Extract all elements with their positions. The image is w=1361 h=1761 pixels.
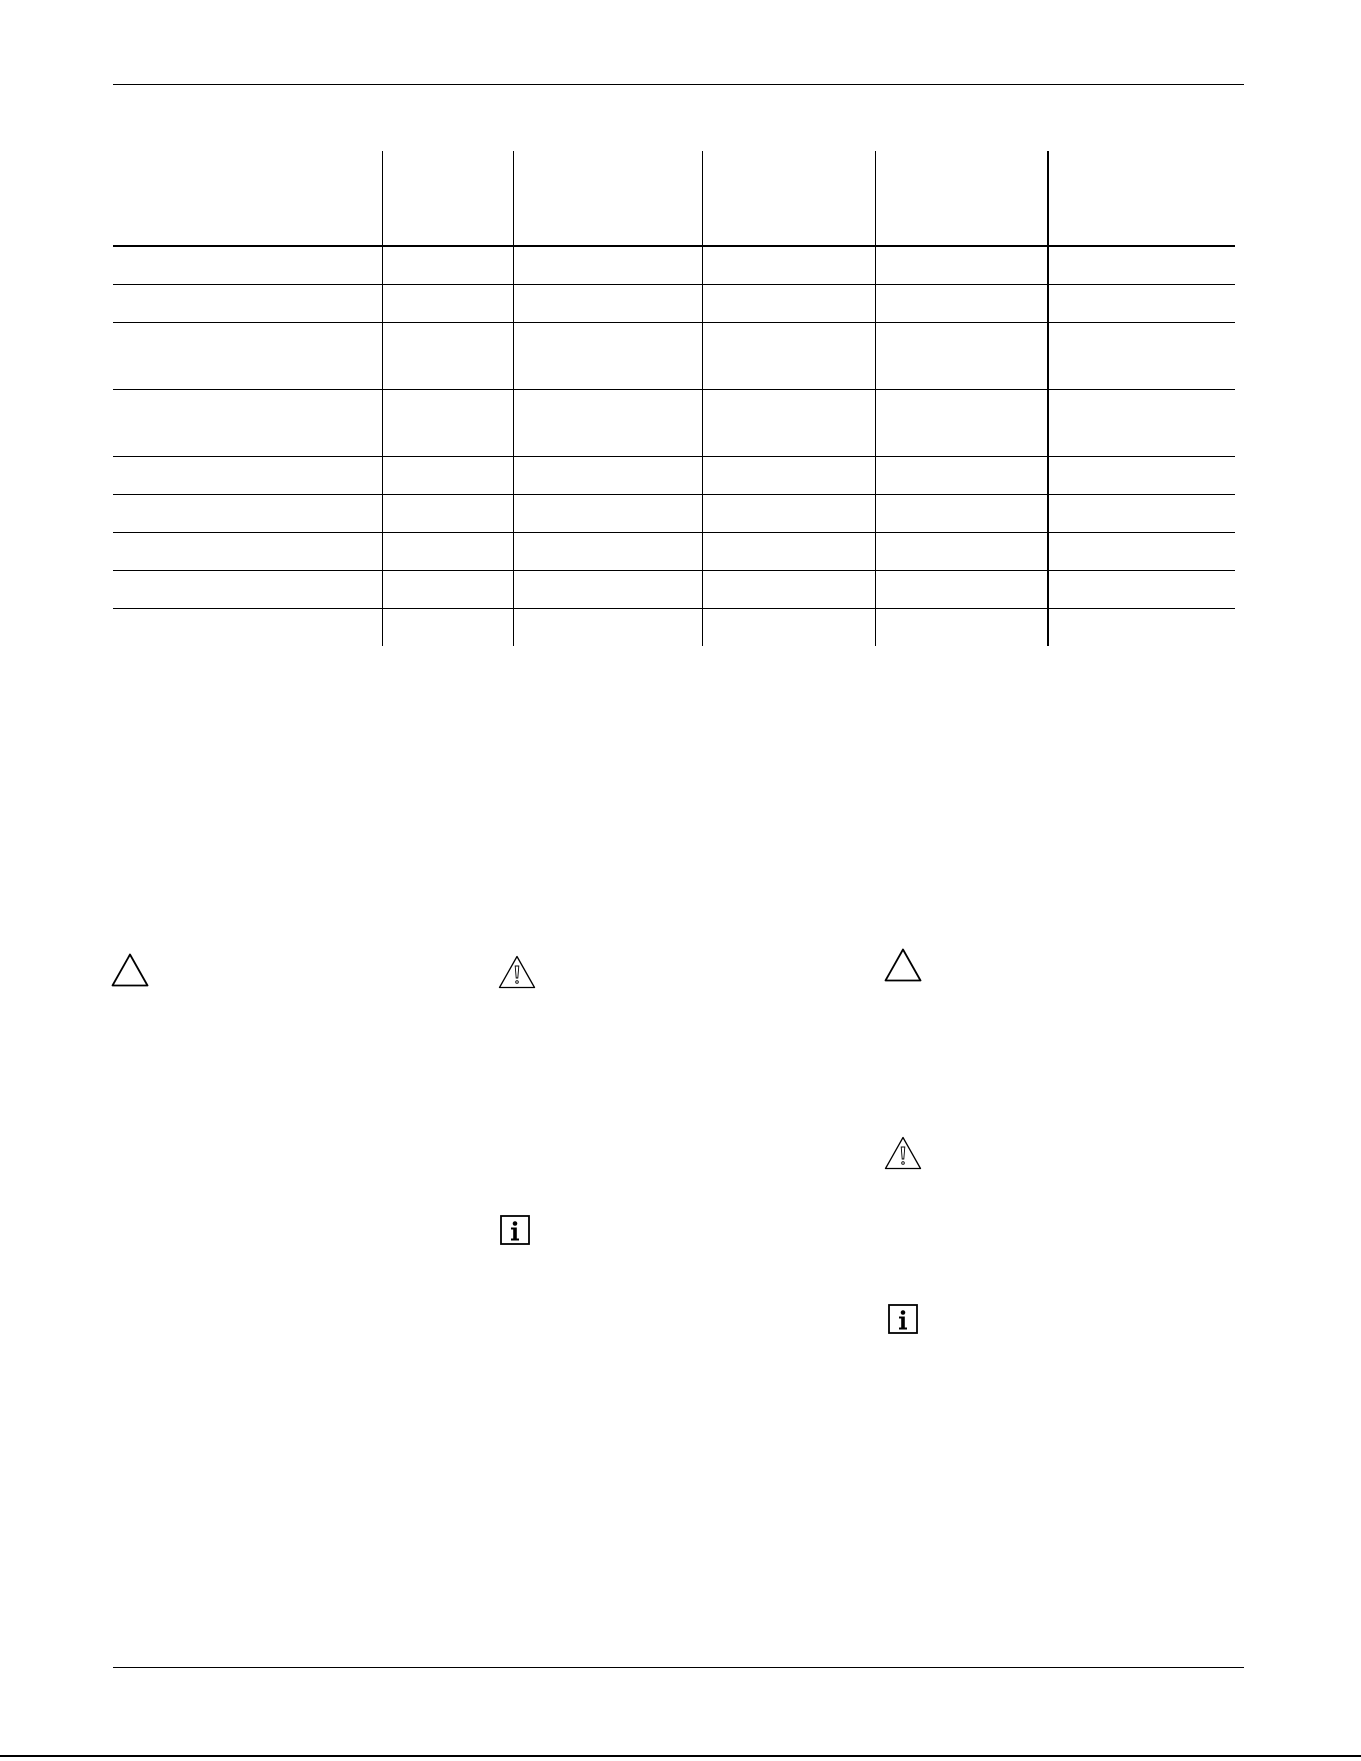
table-cell xyxy=(875,246,1048,285)
info-icon xyxy=(888,1304,918,1334)
table-cell xyxy=(1048,323,1235,390)
table-cell xyxy=(113,609,382,647)
table-cell xyxy=(875,533,1048,571)
table-cell xyxy=(702,323,875,390)
page-bottom-rule xyxy=(0,1755,1361,1757)
table-row xyxy=(113,609,1235,647)
column-header xyxy=(702,151,875,246)
table-cell xyxy=(513,571,702,609)
table-cell xyxy=(513,457,702,495)
table-cell xyxy=(513,285,702,323)
table-cell xyxy=(1048,457,1235,495)
footer-rule xyxy=(113,1667,1244,1668)
table-cell xyxy=(875,323,1048,390)
table-cell xyxy=(113,495,382,533)
table-cell xyxy=(702,285,875,323)
table-row xyxy=(113,457,1235,495)
table-cell xyxy=(875,457,1048,495)
table-cell xyxy=(702,390,875,457)
info-icon xyxy=(500,1215,530,1245)
table-cell xyxy=(702,495,875,533)
table-row xyxy=(113,571,1235,609)
column-header xyxy=(1048,151,1235,246)
warning-triangle-icon xyxy=(498,955,536,989)
table-row xyxy=(113,390,1235,457)
table-cell xyxy=(113,457,382,495)
table-cell xyxy=(875,390,1048,457)
column-header xyxy=(113,151,382,246)
table-cell xyxy=(702,533,875,571)
table-cell xyxy=(382,457,513,495)
table-cell xyxy=(1048,609,1235,647)
table-cell xyxy=(382,390,513,457)
table-cell xyxy=(702,609,875,647)
table-cell xyxy=(513,323,702,390)
table-header-row xyxy=(113,151,1235,246)
table-cell xyxy=(382,285,513,323)
table-cell xyxy=(382,323,513,390)
table-cell xyxy=(382,609,513,647)
table-row xyxy=(113,285,1235,323)
table-cell xyxy=(382,246,513,285)
table-cell xyxy=(513,533,702,571)
table-cell xyxy=(702,246,875,285)
table-cell xyxy=(113,571,382,609)
caution-triangle-icon xyxy=(884,948,922,982)
table-cell xyxy=(113,246,382,285)
table-cell xyxy=(875,285,1048,323)
column-header xyxy=(513,151,702,246)
table-cell xyxy=(513,609,702,647)
table-cell xyxy=(875,495,1048,533)
table-row xyxy=(113,495,1235,533)
table-cell xyxy=(513,246,702,285)
table-row xyxy=(113,533,1235,571)
table-cell xyxy=(1048,571,1235,609)
table-cell xyxy=(382,533,513,571)
table-cell xyxy=(1048,246,1235,285)
column-header xyxy=(875,151,1048,246)
table-row xyxy=(113,323,1235,390)
table-cell xyxy=(113,390,382,457)
spec-table xyxy=(113,151,1235,646)
table-cell xyxy=(513,495,702,533)
table-cell xyxy=(113,285,382,323)
table-cell xyxy=(1048,533,1235,571)
table-cell xyxy=(513,390,702,457)
table-cell xyxy=(1048,495,1235,533)
table-cell xyxy=(382,495,513,533)
table-cell xyxy=(875,571,1048,609)
table-cell xyxy=(1048,285,1235,323)
table-row xyxy=(113,246,1235,285)
warning-triangle-icon xyxy=(884,1136,922,1170)
table-cell xyxy=(1048,390,1235,457)
table-cell xyxy=(113,323,382,390)
table-cell xyxy=(702,457,875,495)
column-header xyxy=(382,151,513,246)
table-cell xyxy=(875,609,1048,647)
table-cell xyxy=(113,533,382,571)
table-cell xyxy=(382,571,513,609)
table-cell xyxy=(702,571,875,609)
header-rule xyxy=(113,84,1244,85)
caution-triangle-icon xyxy=(111,953,149,987)
